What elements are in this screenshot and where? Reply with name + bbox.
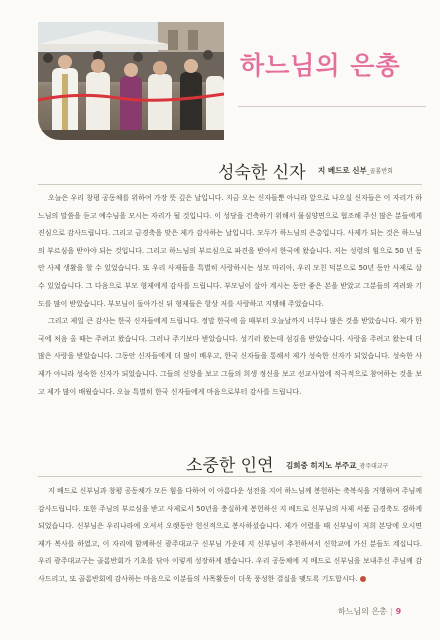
footer-separator: | <box>389 607 393 616</box>
article1-byline <box>318 165 393 176</box>
article2-author: 김희중 히지노 부주교 <box>286 461 357 470</box>
article2-title: 소중한 인연 <box>186 456 274 476</box>
page-footer <box>338 606 401 617</box>
article1-author: 지 베드로 신부 <box>318 166 367 175</box>
end-mark-icon <box>360 576 366 582</box>
footer-section: 하느님의 은총 <box>338 607 387 616</box>
article2-author-role: _광주대교구 <box>356 463 389 470</box>
article2-paragraph-text: 지 베드로 신부님과 창평 공동체가 모든 힘을 다하여 이 아름다운 성전을 지어 하느님께 봉헌하는 축복식을 거행하며 주님께 감사드립니다. 또한 주님의 부르심을 받고 사제로서 50년을 충실하게 봉헌하신 지 베드로 신부님의 사제 서품 금경축도 겸하게 되었습니다. 신부님은 우리나라에 오셔서 오랫동안 헌신적으로 봉사하셨습니다. 제가 어렸을 때 신부님이 저희 본당에 오시면 제가 복사를 하였고, 이 자리에 함께하신 광주대교구 신부님 가운데 지 신부님이 추천하셔서 신학교에 가신 분들도 계십니다. 우리 광주대교구는 골롬반회가 기초를 닦아 이렇게 성장하게 됐습니다. 우리 공동체에 지 베드로 신부님을 보내주신 주님께 감사드리고, 또 골롬반회에 감사하는 마음으로 이분들의 사목활동이 더욱 풍성한 결실을 맺도록 기도합시다. <box>38 487 422 583</box>
ceremony-photo <box>38 22 224 140</box>
article1-paragraph: 그리고 제일 큰 감사는 한국 신자들에게 드립니다. 정말 한국에 올 때부터 오늘날까지 너무나 많은 것을 받았습니다. 제가 한국에 처음 올 때는 주려고 왔습니다. 그러나 주기보다 받았습니다. 성기러 왔는데 섬김을 받았습니다. 사랑을 주려고 왔는데 더 많은 사랑을 받았습니다. 그동안 신자들에게 더 많이 배우고, 한국 신자들을 통해서 제가 성숙한 신자가 되었습니다. 성숙한 사제가 아니라 성숙한 신자가 되었습니다. 그들의 신앙을 보고 그들의 희생 정신을 보고 선교사업에 적극적으로 참여하는 것을 보고 제가 많이 배웠습니다. 오늘 특별히 한국 신자들에게 마음으로부터 감사를 드립니다. <box>38 317 422 396</box>
article1-divider <box>38 184 422 185</box>
article2-paragraph <box>38 483 422 589</box>
article1-paragraph: 오늘은 우리 창평 공동체를 위하여 가장 뜻 깊은 날입니다. 지금 오는 신자들뿐 아니라 앞으로 나오실 신자들은 이 자리가 하느님의 말씀을 듣고 예수님을 모시는 자리가 될 것입니다. 이 성당을 건축하기 위해서 물심양면으로 협조해 주신 많은 분들에게 진심으로 감사드립니다. 그리고 금경축을 맞은 제가 감사하는 날입니다. 모두가 하느님의 은총입니다. 사제가 되는 것은 하느님의 부르심을 받아야 되는 것입니다. 그리고 하느님의 부르심으로 파견을 받아서 한국에 왔습니다. 저는 성령의 힘으로 50 년 동안 사제 생활을 할 수 있었습니다. 또 우리 사제들을 특별히 사랑하시는 성모 마리아, 우리 모친 덕분으로 50년 동안 사제로 살 수 있었습니다. 그 다음으로 부모 형제에게 감사를 드립니다. 부모님이 살아 계시는 동안 좋은 본을 받았고 그분들의 격려와 기도를 많이 받았습니다. 부모님이 돌아가신 뒤 형제들은 항상 저를 사랑하고 지탱해 주었습니다. <box>38 194 422 308</box>
article1-body <box>38 190 422 401</box>
page-number: 9 <box>395 607 402 616</box>
article2-divider <box>38 476 422 477</box>
article2-byline <box>286 460 388 471</box>
article1-author-role: _골롬반회 <box>366 168 393 175</box>
article2-body <box>38 483 422 589</box>
header-divider <box>238 106 426 107</box>
section-title: 하느님의 은총 <box>240 51 401 80</box>
ribbon-cutting-ceremony-photo-icon <box>38 22 224 140</box>
article1-title: 성숙한 신자 <box>218 163 306 183</box>
